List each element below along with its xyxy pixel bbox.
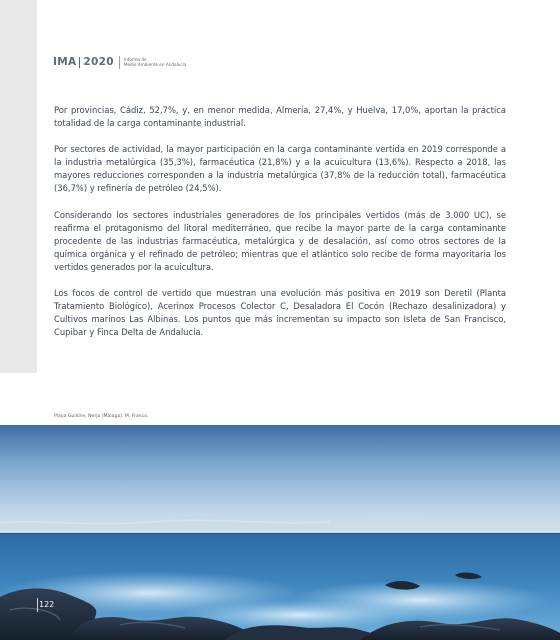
ima-logo-mark [53, 56, 114, 68]
paragraph-sectors: Por sectores de actividad, la mayor participación en la carga contaminante vertida en 2019 corresponde a la industria metalúrgica (35,3%), farmacéutica (21,8%) y a la acuicultura (13,6%). Respecto a 2018, las mayores reducciones corresponden a la industria metalúrgica (37,8% de la reducción total), farmacéutica (36,7%) y refinería de petróleo (24,5%). [54, 144, 506, 194]
logo-caption [124, 57, 187, 68]
coastal-photo [0, 425, 560, 640]
header-logo [53, 55, 186, 69]
logo-separator [79, 57, 80, 68]
logo-divider [119, 56, 120, 69]
side-band [0, 0, 37, 373]
logo-caption-line2: Medio Ambiente en Andalucía [123, 62, 187, 67]
logo-caption-line1: Informe de [123, 56, 147, 62]
body-text [54, 104, 506, 352]
coastal-photo-illustration [0, 425, 560, 640]
paragraph-provinces: Por provincias, Cádiz, 52,7%, y, en menor medida, Almería, 27,4%, y Huelva, 17,0%, aportan la práctica totalidad de la carga contaminante industrial. [54, 105, 506, 129]
logo-mark-text: IMA [53, 56, 77, 68]
logo-year: 2020 [83, 56, 114, 68]
paragraph-industrial-sectors: Considerando los sectores industriales generadores de los principales vertidos (más de 3.000 UC), se reafirma el protagonismo del litoral mediterráneo, que recibe la mayor parte de la carga contaminante procedente de las industrias farmacéutica, metalúrgica y de desalación, así como otros sectores de la química orgánica y el refinado de petróleo; mientras que el atlántico solo recibe de forma mayoritaria los vertidos generados por la acuicultura. [54, 209, 506, 272]
photo-caption: Playa Guilche, Nerja (Málaga). M. Franco. [54, 414, 149, 419]
page-number: 122 [39, 600, 55, 609]
paragraph-control-points: Los focos de control de vertido que muestran una evolución más positiva en 2019 son Deretil (Planta Tratamiento Biológico), Acerinox Procesos Colector C, Desaladora El Cocón (Rechazo desalinizadora) y Cultivos marinos Las Albinas. Los puntos que más incrementan su impacto son Isleta de San Francisco, Cupibar y Finca Delta de Andalucía. [54, 288, 506, 338]
page-number-marker [37, 598, 38, 612]
